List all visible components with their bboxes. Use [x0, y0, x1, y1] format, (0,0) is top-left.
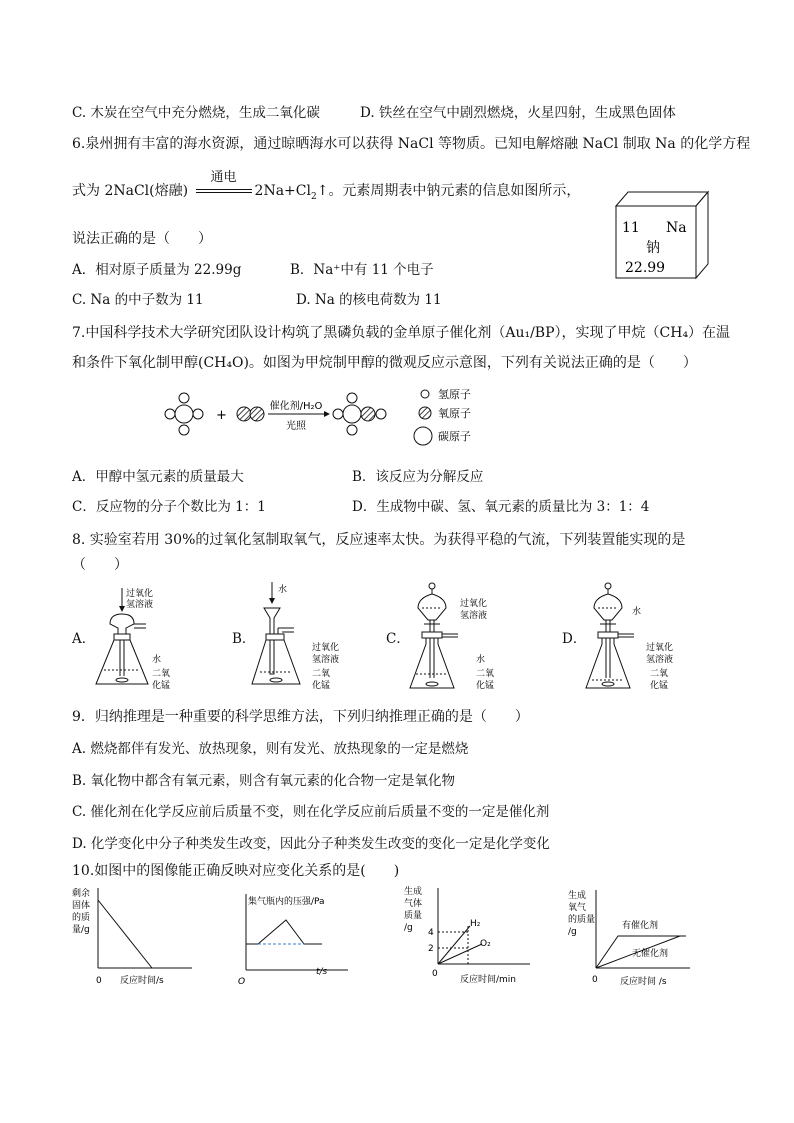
graph-3: [402, 884, 542, 988]
svg-text:O₂: O₂: [480, 939, 491, 949]
graph-2: [230, 890, 360, 990]
svg-text:无催化剂: 无催化剂: [632, 949, 669, 959]
svg-text:氢溶液: 氢溶液: [460, 611, 488, 621]
q7-option-a: A．甲醇中氢元素的质量最大: [72, 469, 244, 485]
svg-text:氢溶液: 氢溶液: [312, 655, 340, 665]
q7-option-d: D．生成物中碳、氢、氧元素的质量比为 3：1：4: [352, 499, 650, 515]
svg-text:水: 水: [152, 655, 162, 665]
q9-stem: 9．归纳推理是一种重要的科学思维方法，下列归纳推理正确的是（ ）: [72, 709, 529, 725]
svg-text:反应时间/s: 反应时间/s: [120, 976, 164, 986]
svg-text:水: 水: [278, 585, 288, 595]
svg-text:4: 4: [428, 928, 434, 938]
svg-text:0: 0: [432, 969, 438, 979]
svg-text:化锰: 化锰: [476, 681, 495, 691]
svg-text:过氧化: 过氧化: [126, 589, 154, 599]
q7-stem-2: 和条件下氧化制甲醇(CH₄O)。如图为甲烷制甲醇的微观反应示意图，下列有关说法正确的是（ ）: [72, 355, 697, 371]
svg-text:量/g: 量/g: [72, 925, 90, 935]
q9-option-d: D. 化学变化中分子种类发生改变，因此分子种类发生改变的变化一定是化学变化: [72, 836, 550, 852]
legend-oxygen: 氧原子: [438, 407, 471, 420]
eq-suffix: 。元素周期表中钠元素的信息如图所示，: [328, 183, 581, 199]
apparatus-b-label: B．: [232, 631, 256, 647]
svg-text:氧气: 氧气: [568, 903, 587, 913]
svg-text:质量: 质量: [404, 911, 423, 921]
q6-option-a: A．相对原子质量为 22.99g: [72, 262, 242, 278]
eq-sub: 2: [310, 191, 317, 202]
legend-hydrogen: 氢原子: [438, 388, 471, 401]
svg-text:氢溶液: 氢溶液: [646, 655, 674, 665]
q5-option-c: C. 木炭在空气中充分燃烧，生成二氧化碳: [72, 105, 320, 121]
svg-text:过氧化: 过氧化: [312, 643, 340, 653]
eq-sign: [196, 189, 252, 193]
graph-1-line: [98, 900, 152, 968]
graph-3-o2-line: [438, 944, 482, 964]
svg-text:t/s: t/s: [316, 967, 328, 977]
svg-text:氢溶液: 氢溶液: [126, 600, 154, 610]
graph-1: [70, 884, 200, 988]
element-mass: 22.99: [625, 260, 666, 276]
svg-text:/g: /g: [568, 927, 577, 937]
q7-option-b: B．该反应为分解反应: [352, 469, 484, 485]
q6-equation: [72, 170, 581, 206]
svg-text:二氧: 二氧: [476, 669, 495, 679]
eq-gas-arrow: ↑: [316, 183, 329, 199]
svg-text:二氧: 二氧: [650, 669, 669, 679]
legend-carbon: 碳原子: [438, 430, 471, 443]
q6-option-b: B．Na⁺中有 11 个电子: [290, 262, 434, 278]
apparatus-a: [92, 584, 192, 696]
apparatus-b: [250, 580, 360, 692]
svg-text:水: 水: [632, 607, 642, 617]
svg-text:化锰: 化锰: [312, 681, 331, 691]
svg-text:剩余: 剩余: [72, 889, 91, 899]
svg-text:化锰: 化锰: [152, 681, 171, 691]
q8-stem-1: 8. 实验室若用 30%的过氧化氢制取氧气，反应速率太快。为获得平稳的气流，下列装置能实现的是: [72, 532, 686, 548]
svg-text:0: 0: [592, 975, 598, 985]
svg-text:O: O: [238, 977, 246, 987]
q7-reaction-diagram: [160, 380, 500, 450]
svg-text:有催化剂: 有催化剂: [622, 921, 659, 931]
svg-text:2: 2: [428, 944, 434, 954]
q6-option-c: C. Na 的中子数为 11: [72, 292, 204, 308]
q10-stem: 10.如图中的图像能正确反映对应变化关系的是( ): [72, 863, 400, 879]
svg-text:集气瓶内的压强/Pa: 集气瓶内的压强/Pa: [248, 897, 325, 907]
oxygen-legend-icon: [419, 407, 431, 419]
eq-arrow-block: [193, 170, 255, 193]
eq-condition: 通电: [210, 170, 237, 185]
condition-top: 催化剂/H₂O: [269, 401, 323, 412]
svg-text:/g: /g: [404, 923, 413, 933]
eq-prefix: 式为 2NaCl(熔融): [72, 183, 189, 199]
condition-bottom: 光照: [286, 421, 306, 432]
methane-molecule: [165, 393, 203, 435]
carbon-legend-icon: [414, 427, 432, 445]
graph-2-line: [246, 920, 322, 944]
svg-text:过氧化: 过氧化: [646, 643, 674, 653]
svg-text:的质: 的质: [72, 913, 91, 923]
q5-option-d: D. 铁丝在空气中剧烈燃烧，火星四射，生成黑色固体: [360, 105, 676, 121]
svg-text:反应时间/min: 反应时间/min: [460, 975, 517, 985]
svg-text:化锰: 化锰: [650, 681, 669, 691]
apparatus-d: [580, 580, 690, 696]
q6-option-d: D. Na 的核电荷数为 11: [296, 292, 442, 308]
svg-text:二氧: 二氧: [312, 669, 331, 679]
svg-text:气体: 气体: [404, 899, 423, 909]
svg-text:的质量: 的质量: [568, 915, 596, 925]
q8-stem-2: （ ）: [72, 557, 128, 573]
apparatus-c: [404, 580, 514, 696]
element-cell-figure: [608, 186, 720, 282]
q9-option-b: B. 氧化物中都含有氧元素，则含有氧元素的化合物一定是氧化物: [72, 773, 456, 789]
svg-text:过氧化: 过氧化: [460, 599, 488, 609]
svg-text:水: 水: [476, 655, 486, 665]
q7-stem-1: 7.中国科学技术大学研究团队设计构筑了黑磷负载的金单原子催化剂（Au₁/BP），实现了甲烷（CH₄）在温: [72, 325, 731, 341]
apparatus-c-label: C．: [386, 631, 410, 647]
eq-products: 2Na+Cl: [254, 183, 311, 199]
hydrogen-legend-icon: [421, 390, 429, 398]
apparatus-d-label: D．: [562, 631, 587, 647]
graph-4: [566, 886, 696, 990]
methanol-molecule: [333, 393, 386, 435]
q6-stem-end: 说法正确的是（ ）: [72, 231, 212, 247]
oxygen-molecule: [237, 407, 264, 421]
q7-option-c: C．反应物的分子个数比为 1：1: [72, 499, 266, 515]
svg-text:固体: 固体: [72, 901, 91, 911]
svg-text:二氧: 二氧: [152, 669, 171, 679]
q9-option-a: A. 燃烧都伴有发光、放热现象，则有发光、放热现象的一定是燃烧: [72, 741, 469, 757]
element-name: 钠: [646, 240, 660, 256]
q9-option-c: C. 催化剂在化学反应前后质量不变，则在化学反应前后质量不变的一定是催化剂: [72, 804, 550, 820]
svg-text:生成: 生成: [568, 891, 587, 901]
svg-text:0: 0: [96, 976, 102, 986]
svg-text:H₂: H₂: [470, 919, 481, 929]
svg-text:生成: 生成: [404, 887, 423, 897]
element-symbol: Na: [666, 220, 687, 236]
apparatus-a-label: A．: [72, 631, 96, 647]
element-number: 11: [622, 220, 640, 236]
legend: [414, 387, 471, 445]
svg-text:反应时间 /s: 反应时间 /s: [620, 977, 667, 987]
q6-stem: 6.泉州拥有丰富的海水资源，通过晾晒海水可以获得 NaCl 等物质。已知电解熔融 NaCl 制取 Na 的化学方程: [72, 136, 751, 152]
reaction-arrow: [324, 411, 330, 417]
plus-sign: +: [216, 408, 227, 423]
